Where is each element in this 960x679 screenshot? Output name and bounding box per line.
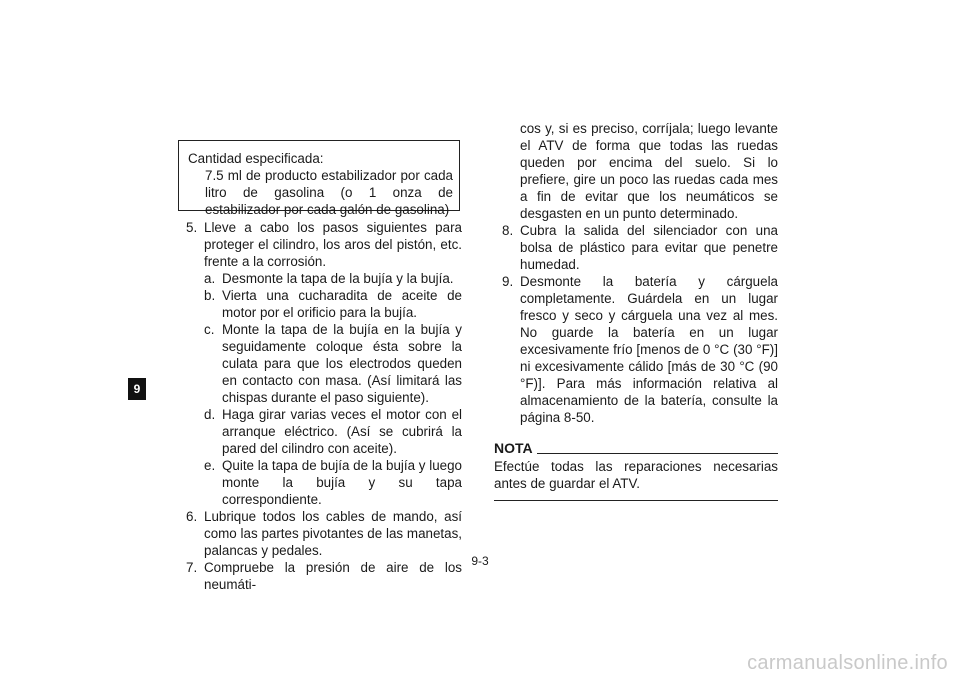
sub-item [178, 406, 462, 457]
item-text: Cubra la salida del silenciador con una bolsa de plástico para evitar que penetre humedad. [520, 223, 778, 272]
sub-item [178, 457, 462, 508]
item-number: 8. [502, 223, 514, 238]
sub-item-letter: b. [204, 288, 216, 303]
item-text: Lleve a cabo los pasos siguientes para proteger el cilindro, los aros del pistón, etc. frente a la corrosión. [204, 220, 462, 269]
note-text: Efectúe todas las reparaciones necesarias antes de guardar el ATV. [494, 459, 778, 491]
note-header [494, 440, 778, 456]
item-number: 6. [186, 509, 198, 524]
left-column [178, 140, 462, 593]
continuation-text: cos y, si es preciso, corríjala; luego levante el ATV de forma que todas las ruedas queden por encima del suelo. Si lo prefiere, gire un poco las ruedas cada mes a fin de evitar que los neumáticos se desgasten en un punto determinado. [520, 121, 778, 221]
right-column [494, 120, 778, 501]
item-number: 9. [502, 274, 514, 289]
spec-title: Cantidad especificada: [188, 151, 324, 166]
note-block [494, 440, 778, 501]
spec-box [178, 140, 460, 217]
list-item [178, 559, 462, 593]
list-item [494, 222, 778, 273]
sub-item [178, 270, 462, 287]
sub-item-letter: a. [204, 271, 216, 286]
note-rule [537, 453, 778, 454]
sub-item [178, 321, 462, 406]
sub-item-text: Monte la tapa de la bujía en la bujía y seguidamente coloque ésta sobre la culata para que los electrodos queden en contacto con masa. (Así limitará las chispas durante el paso siguiente). [222, 322, 462, 405]
sub-item-letter: e. [204, 458, 216, 473]
watermark: carmanualsonline.info [747, 652, 948, 674]
list-item [494, 273, 778, 426]
note-label: NOTA [494, 440, 533, 456]
chapter-tab: 9 [128, 378, 146, 400]
spec-body: 7.5 ml de producto estabilizador por cada litro de gasolina (o 1 onza de estabilizador por cada galón de gasolina) [205, 168, 453, 217]
list-item [178, 508, 462, 559]
list-item [178, 219, 462, 270]
sub-item-letter: c. [204, 322, 215, 337]
item-text: Compruebe la presión de aire de los neumáti- [204, 560, 462, 592]
sub-item [178, 287, 462, 321]
item-number: 5. [186, 220, 198, 235]
item-text: Desmonte la batería y cárguela completamente. Guárdela en un lugar fresco y seco y cárguela una vez al mes. No guarde la batería en un lugar excesivamente frío [menos de 0 °C (30 °F)] ni excesivamente cálido [más de 30 °C (90 °F)]. Para más información relativa al almacenamiento de la batería, consulte la página 8-50. [520, 274, 778, 425]
sub-item-text: Desmonte la tapa de la bujía y la bujía. [222, 271, 454, 286]
item-text: Lubrique todos los cables de mando, así como las partes pivotantes de las manetas, palancas y pedales. [204, 509, 462, 558]
item-number: 7. [186, 560, 198, 575]
sub-item-text: Vierta una cucharadita de aceite de motor por el orificio para la bujía. [222, 288, 462, 320]
sub-item-letter: d. [204, 407, 216, 422]
note-end-rule [494, 500, 778, 501]
sub-item-text: Haga girar varias veces el motor con el arranque eléctrico. (Así se cubrirá la pared del cilindro con aceite). [222, 407, 462, 456]
sub-item-text: Quite la tapa de bujía de la bujía y luego monte la bujía y su tapa correspondiente. [222, 458, 462, 507]
page-number: 9-3 [471, 554, 489, 568]
